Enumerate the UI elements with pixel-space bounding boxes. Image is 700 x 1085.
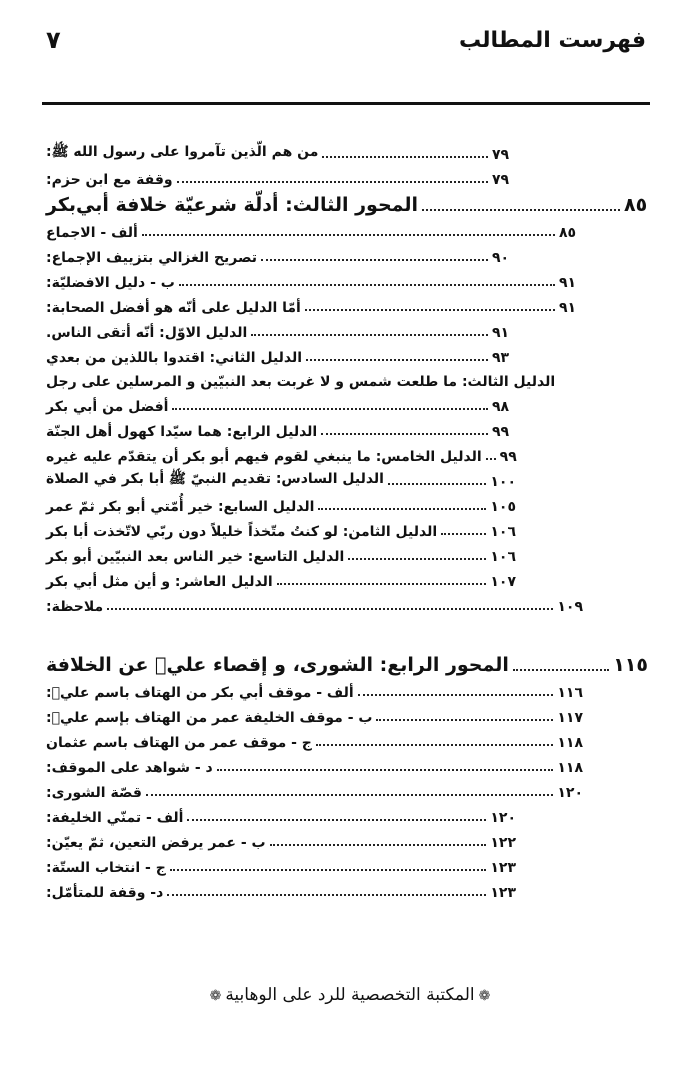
toc-entry[interactable] [46,851,648,876]
toc-entry[interactable] [46,366,648,390]
dot-leader [441,533,486,535]
dot-leader [513,669,609,671]
dot-leader [170,869,487,871]
entry-page-number: ٩١ [559,275,577,291]
entry-page-number: ١٠٦ [490,524,516,540]
entry-title: أفضل من أبي بكر [46,399,169,415]
ornament-icon: ❁ [209,988,222,1004]
entry-title: الدليل الثاني: اقتدوا باللذين من بعدي [46,350,303,366]
entry-title: ج - انتخاب الستّة: [46,860,166,876]
toc-entry[interactable] [46,163,648,188]
entry-page-number: ١٢٢ [490,835,516,851]
page-header-title: فهرست المطالب [459,28,646,53]
dot-leader [187,819,486,821]
dot-leader [146,794,553,796]
toc-entry[interactable] [46,565,648,590]
entry-page-number: ٩١ [559,300,577,316]
entry-page-number: ٩٩ [499,449,517,465]
toc-entry[interactable] [46,751,648,776]
entry-page-number: ١٠٧ [490,574,516,590]
toc-entry[interactable] [46,216,648,241]
entry-title: ألف - موقف أبي بكر من الهتاف باسم عليؑ: [46,685,354,701]
entry-title: المحور الثالث: أدلّة شرعيّة خلافة أبي‌بكر [46,194,419,216]
entry-page-number: ٩٩ [492,424,510,440]
entry-title: ب - موقف الخليفة عمر من الهتاف بإسم عليؑ: [46,710,373,726]
toc-entry[interactable] [46,266,648,291]
dot-leader [348,558,486,560]
entry-title: الدليل الخامس: ما ينبغي لقوم فيهم أبو بكر أن يتقدّم عليه غيره [46,449,482,465]
entry-title: الدليل السادس: تقديم النبيّ ﷺ أبا بكر في الصلاة [46,471,384,487]
toc-entry[interactable] [46,440,648,465]
entry-page-number: ١٠٦ [490,549,516,565]
dot-leader [172,408,488,410]
entry-page-number: ١٠٥ [490,499,516,515]
entry-title: الدليل التاسع: خير الناس بعد النبيّين أبو بكر [46,549,345,565]
entry-title: من هم الّذين تآمروا على رسول الله ﷺ: [46,144,319,160]
dot-leader [142,234,555,236]
dot-leader [486,458,496,460]
entry-title: الدليل الاوّل: أنّه أتقى الناس. [46,325,248,341]
entry-title: تصريح الغزالي بتزييف الإجماع: [46,250,258,266]
toc-entry[interactable] [46,776,648,801]
toc-entry[interactable] [46,801,648,826]
toc-entry[interactable] [46,701,648,726]
entry-title: الدليل العاشر: و أين مثل أبي بكر [46,574,273,590]
entry-title: الدليل السابع: خير أُمّتي أبو بكر ثمّ عمر [46,499,315,515]
entry-title: أمّا الدليل على أنّه هو أفضل الصحابة: [46,300,301,316]
toc-entry[interactable] [46,515,648,540]
entry-title: د - شواهد على الموقف: [46,760,213,776]
footer [0,985,700,1005]
entry-page-number: ١١٥ [613,654,648,676]
footer-text: المكتبة التخصصية للرد على الوهابية [225,985,475,1005]
entry-page-number: ١٢٠ [490,810,516,826]
entry-page-number: ١٢٣ [490,885,516,901]
toc-entry[interactable] [46,138,648,163]
entry-title: ب - عمر يرفض التعين، ثمّ يعيّن: [46,835,266,851]
page-number: ٧ [46,26,61,54]
toc-chapter-entry[interactable] [46,188,648,216]
entry-title: الدليل الرابع: هما سيّدا كهول أهل الجنّة [46,424,318,440]
dot-leader [251,334,488,336]
dot-leader [376,719,553,721]
dot-leader [318,508,486,510]
entry-page-number: ٩٨ [492,399,510,415]
toc-entry[interactable] [46,465,648,490]
entry-title: ب - دليل الافضليّة: [46,275,175,291]
entry-title: ألف - الاجماع [46,225,138,241]
toc-chapter-entry[interactable] [46,648,648,676]
toc-entry[interactable] [46,590,648,615]
dot-leader [321,433,488,435]
toc-entry[interactable] [46,341,648,366]
entry-title: ملاحظة: [46,599,104,615]
dot-leader [270,844,487,846]
entry-title: المحور الرابع: الشورى، و إقصاء عليؑ عن الخلافة [46,654,509,676]
entry-page-number: ١٠٩ [557,599,583,615]
entry-page-number: ١١٦ [557,685,583,701]
entry-page-number: ١١٧ [557,710,583,726]
entry-page-number: ١١٨ [557,760,583,776]
dot-leader [358,694,554,696]
toc-entry[interactable] [46,241,648,266]
toc-entry[interactable] [46,876,648,901]
dot-leader [305,309,555,311]
entry-page-number: ٨٥ [559,225,577,241]
toc-entry[interactable] [46,726,648,751]
ornament-icon: ❁ [478,988,491,1004]
section-gap [46,615,648,648]
entry-title: د- وقفة للمتأمّل: [46,885,164,901]
entry-page-number: ٧٩ [492,172,510,188]
toc-entry[interactable] [46,390,648,415]
dot-leader [316,744,553,746]
entry-page-number: ٨٥ [624,194,648,216]
toc-entry[interactable] [46,291,648,316]
entry-page-number: ٧٩ [492,147,510,163]
entry-title: الدليل الثالث: ما طلعت شمس و لا غربت بعد النبيّين و المرسلين على رجل [46,374,556,390]
dot-leader [167,894,486,896]
entry-title: ألف - تمنّي الخليفة: [46,810,184,826]
entry-title: ج - موقف عمر من الهتاف باسم عثمان [46,735,312,751]
dot-leader [422,209,620,211]
entry-page-number: ١٠٠ [490,474,516,490]
dot-leader [388,483,486,485]
toc-entry[interactable] [46,415,648,440]
dot-leader [322,156,488,158]
entry-page-number: ١١٨ [557,735,583,751]
dot-leader [177,181,488,183]
entry-title: قصّة الشورى: [46,785,142,801]
toc-entry[interactable] [46,826,648,851]
dot-leader [179,284,555,286]
entry-title: الدليل الثامن: لو كنتُ متّخذاً خليلاً دون ربّي لاتّخذت أبا بكر [46,524,438,540]
entry-page-number: ٩٣ [492,350,510,366]
toc-entry[interactable] [46,316,648,341]
toc-entry[interactable] [46,490,648,515]
entry-page-number: ١٢٠ [557,785,583,801]
entry-page-number: ٩٠ [492,250,510,266]
entry-page-number: ١٢٣ [490,860,516,876]
entry-title: وقفة مع ابن حزم: [46,172,173,188]
dot-leader [217,769,554,771]
toc-entry[interactable] [46,676,648,701]
toc-entry[interactable] [46,540,648,565]
table-of-contents [46,138,648,901]
dot-leader [306,359,488,361]
entry-page-number: ٩١ [492,325,510,341]
header-rule [42,102,650,105]
dot-leader [107,608,553,610]
dot-leader [261,259,488,261]
dot-leader [277,583,487,585]
